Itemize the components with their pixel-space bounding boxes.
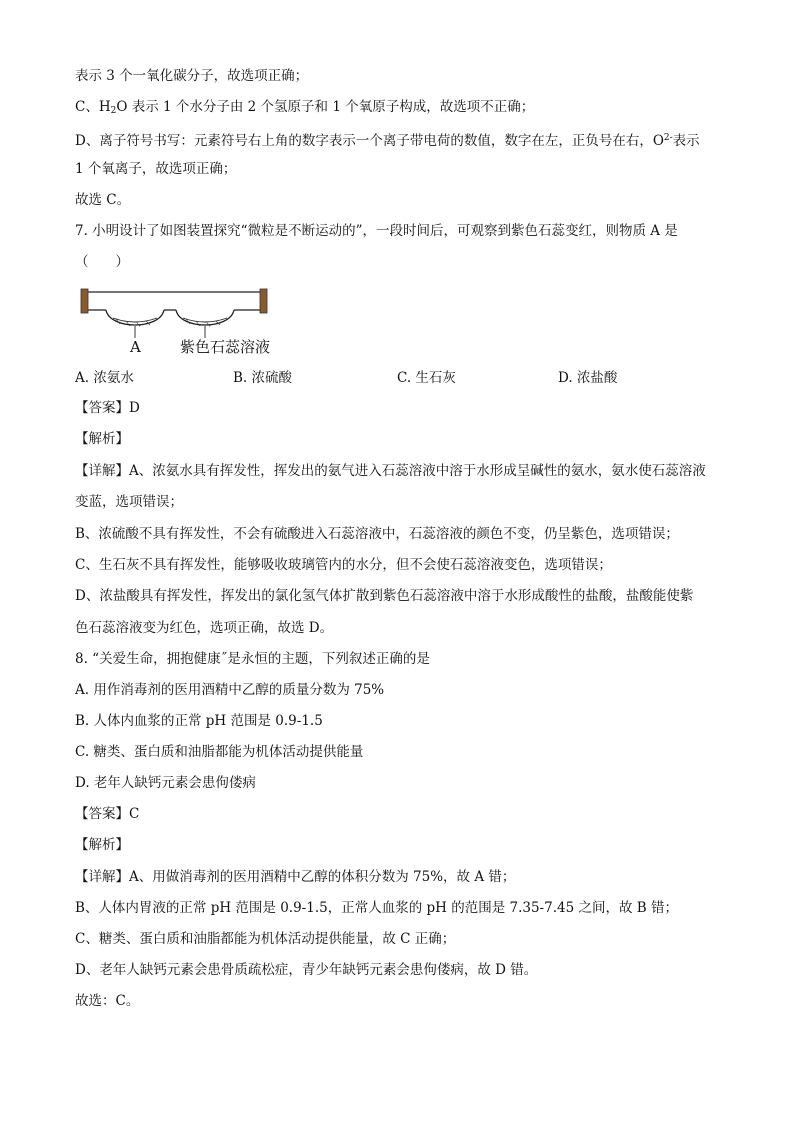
question-7-detail-line: C、生石灰不具有挥发性，能够吸收玻璃管内的水分，但不会使石蕊溶液变色，选项错误； (75, 557, 612, 573)
question-7-paren: （ ） (75, 254, 129, 270)
question-8-detail-line: C、糖类、蛋白质和油脂都能为机体活动提供能量，故 C 正确； (75, 931, 456, 947)
paragraph-line: D、离子符号书写：元素符号右上角的数字表示一个离子带电荷的数值，数字在左，正负号在右，$O^{2-}$表示 (75, 133, 700, 149)
question-7-detail-line: B、浓硫酸不具有挥发性，不会有硫酸进入石蕊溶液中，石蕊溶液的颜色不变，仍呈紫色，选项错误； (75, 526, 679, 542)
paragraph-line: 表示 3 个一氧化碳分子，故选项正确； (75, 68, 309, 84)
right-bulb (176, 310, 234, 325)
question-8-option-c: C. 糖类、蛋白质和油脂都能为机体活动提供能量 (75, 744, 364, 760)
question-8-answer: 【答案】C (75, 806, 140, 822)
question-8-detail-line: B、人体内胃液的正常 pH 范围是 0.9-1.5，正常人血浆的 pH 的范围是 7.35-7.45 之间，故 B 错； (75, 900, 678, 916)
left-stopper (81, 289, 88, 313)
paragraph-line: 故选 C。 (75, 192, 131, 208)
left-bulb (106, 310, 164, 325)
question-7-detail-line: 变蓝，选项错误； (75, 494, 183, 510)
question-7-option-d: D. 浓盐酸 (558, 370, 618, 386)
question-7-analysis-heading: 【解析】 (75, 431, 129, 447)
question-8-option-d: D. 老年人缺钙元素会患佝偻病 (75, 775, 256, 791)
left-liquid-surface (113, 318, 157, 322)
question-8-option-a: A. 用作消毒剂的医用酒精中乙醇的质量分数为 75% (75, 682, 385, 698)
figure-label-litmus: 紫色石蕊溶液 (180, 338, 271, 356)
question-8-conclusion: 故选：C。 (75, 993, 140, 1009)
right-liquid-surface (183, 318, 227, 322)
question-8-stem: 8. “关爱生命，拥抱健康˝是永恒的主题，下列叙述正确的是 (75, 651, 430, 667)
right-stopper (260, 289, 267, 313)
question-7-stem: 7. 小明设计了如图装置探究“微粒是不断运动的”，一段时间后，可观察到紫色石蕊变红，则物质 A 是 (75, 223, 678, 239)
question-7-option-c: C. 生石灰 (397, 370, 456, 386)
question-7-option-a: A. 浓氨水 (75, 370, 134, 386)
question-7-detail-line: 【详解】A、浓氨水具有挥发性，挥发出的氨气进入石蕊溶液中溶于水形成呈碱性的氨水，氨水使石蕊溶液 (75, 463, 706, 479)
paragraph-line: C、$H_2O$ 表示 1 个水分子由 2 个氢原子和 1 个氧原子构成，故选项不正确； (75, 99, 535, 116)
paragraph-line: 1 个氧离子，故选项正确； (75, 161, 237, 177)
question-7-answer: 【答案】D (75, 400, 140, 416)
question-7-detail-line: 色石蕊溶液变为红色，选项正确，故选 D。 (75, 620, 334, 636)
question-8-analysis-heading: 【解析】 (75, 837, 129, 853)
question-7-option-b: B. 浓硫酸 (233, 370, 293, 386)
question-8-option-b: B. 人体内血浆的正常 pH 范围是 0.9-1.5 (75, 713, 323, 729)
question-8-detail-line: D、老年人缺钙元素会患骨质疏松症，青少年缺钙元素会患佝偻病，故 D 错。 (75, 962, 538, 978)
question-8-detail-line: 【详解】A、用做消毒剂的医用酒精中乙醇的体积分数为 75%，故 A 错； (75, 869, 516, 885)
figure-label-a: A (130, 338, 141, 356)
question-7-detail-line: D、浓盐酸具有挥发性，挥发出的氯化氢气体扩散到紫色石蕊溶液中溶于水形成酸性的盐酸，盐酸能使紫 (75, 588, 694, 604)
